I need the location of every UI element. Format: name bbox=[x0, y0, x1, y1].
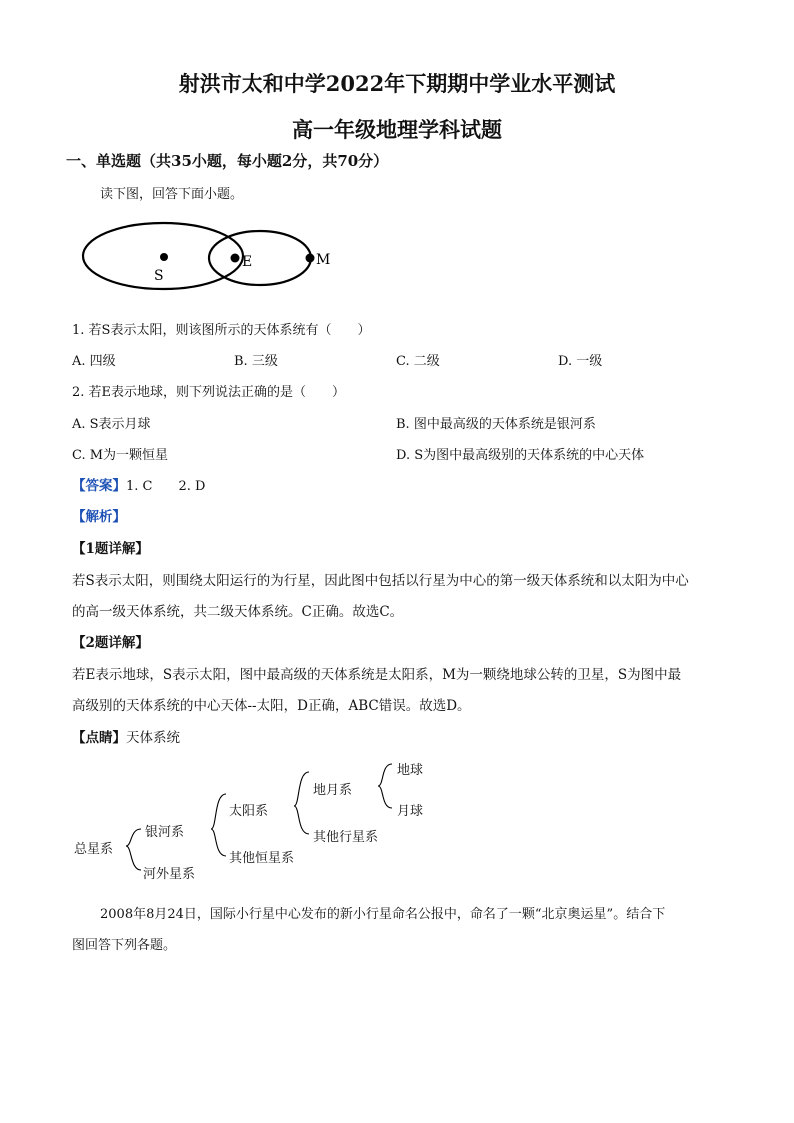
q1-stem: 1. 若S表示太阳，则该图所示的天体系统有（ ） bbox=[72, 323, 371, 338]
brace-solar bbox=[294, 772, 309, 834]
detail2-tag: 【2题详解】 bbox=[72, 635, 149, 651]
q2-option-b: B. 图中最高级的天体系统是银河系 bbox=[396, 417, 596, 432]
tree-galaxy: 银河系 bbox=[145, 825, 185, 840]
tree-other-star-systems: 其他恒星系 bbox=[229, 851, 295, 866]
answer-text: 1. C 2. D bbox=[126, 479, 206, 494]
label-m: M bbox=[316, 252, 331, 268]
tree-solar-system: 太阳系 bbox=[229, 804, 269, 819]
q1-option-b: B. 三级 bbox=[234, 354, 278, 369]
q1-option-c: C. 二级 bbox=[396, 354, 440, 369]
brace-root bbox=[126, 829, 141, 870]
tree-earth: 地球 bbox=[397, 763, 424, 778]
q2-stem: 2. 若E表示地球，则下列说法正确的是（ ） bbox=[72, 385, 346, 400]
tree-root: 总星系 bbox=[74, 842, 114, 857]
exam-subtitle: 高一年级地理学科试题 bbox=[292, 117, 502, 142]
tree-other-planet-systems: 其他行星系 bbox=[313, 830, 379, 845]
analysis-tag: 【解析】 bbox=[72, 509, 126, 525]
brace-galaxy bbox=[211, 794, 226, 856]
label-s: S bbox=[154, 268, 164, 284]
next-para-line2: 图回答下列各题。 bbox=[72, 938, 177, 953]
q1-option-a: A. 四级 bbox=[72, 354, 116, 369]
q2-option-c: C. M为一颗恒星 bbox=[72, 448, 169, 463]
section-heading: 一、单选题（共35小题，每小题2分，共70分） bbox=[66, 152, 389, 170]
next-para-line1: 2008年8月24日，国际小行星中心发布的新小行星命名公报中，命名了一颗“北京奥运星”。结合下 bbox=[100, 907, 666, 922]
detail2-line1: 若E表示地球，S表示太阳，图中最高级的天体系统是太阳系，M为一颗绕地球公转的卫星，S为图中最 bbox=[72, 667, 682, 683]
detail1-line2: 的高一级天体系统，共二级天体系统。C正确。故选C。 bbox=[72, 604, 404, 620]
tree-earth-moon-system: 地月系 bbox=[313, 783, 353, 798]
q2-option-d: D. S为图中最高级别的天体系统的中心天体 bbox=[396, 448, 645, 463]
detail1-tag: 【1题详解】 bbox=[72, 541, 149, 557]
tip-text: 天体系统 bbox=[126, 730, 180, 746]
q1-option-d: D. 一级 bbox=[558, 354, 603, 369]
detail2-line2: 高级别的天体系统的中心天体--太阳，D正确，ABC错误。故选D。 bbox=[72, 698, 471, 714]
q2-option-a: A. S表示月球 bbox=[72, 417, 151, 432]
exam-title: 射洪市太和中学2022年下期期中学业水平测试 bbox=[178, 71, 616, 96]
label-e: E bbox=[242, 254, 253, 270]
tip-tag: 【点睛】 bbox=[72, 730, 126, 746]
tree-moon: 月球 bbox=[397, 804, 424, 819]
answer-tag: 【答案】 bbox=[72, 478, 126, 494]
detail1-line1: 若S表示太阳，则围绕太阳运行的为行星，因此图中包括以行星为中心的第一级天体系统和以太阳为中心 bbox=[72, 573, 689, 589]
tree-extragalactic: 河外星系 bbox=[143, 867, 196, 882]
brace-earth-moon bbox=[378, 764, 392, 808]
question-intro: 读下图，回答下面小题。 bbox=[100, 187, 244, 202]
